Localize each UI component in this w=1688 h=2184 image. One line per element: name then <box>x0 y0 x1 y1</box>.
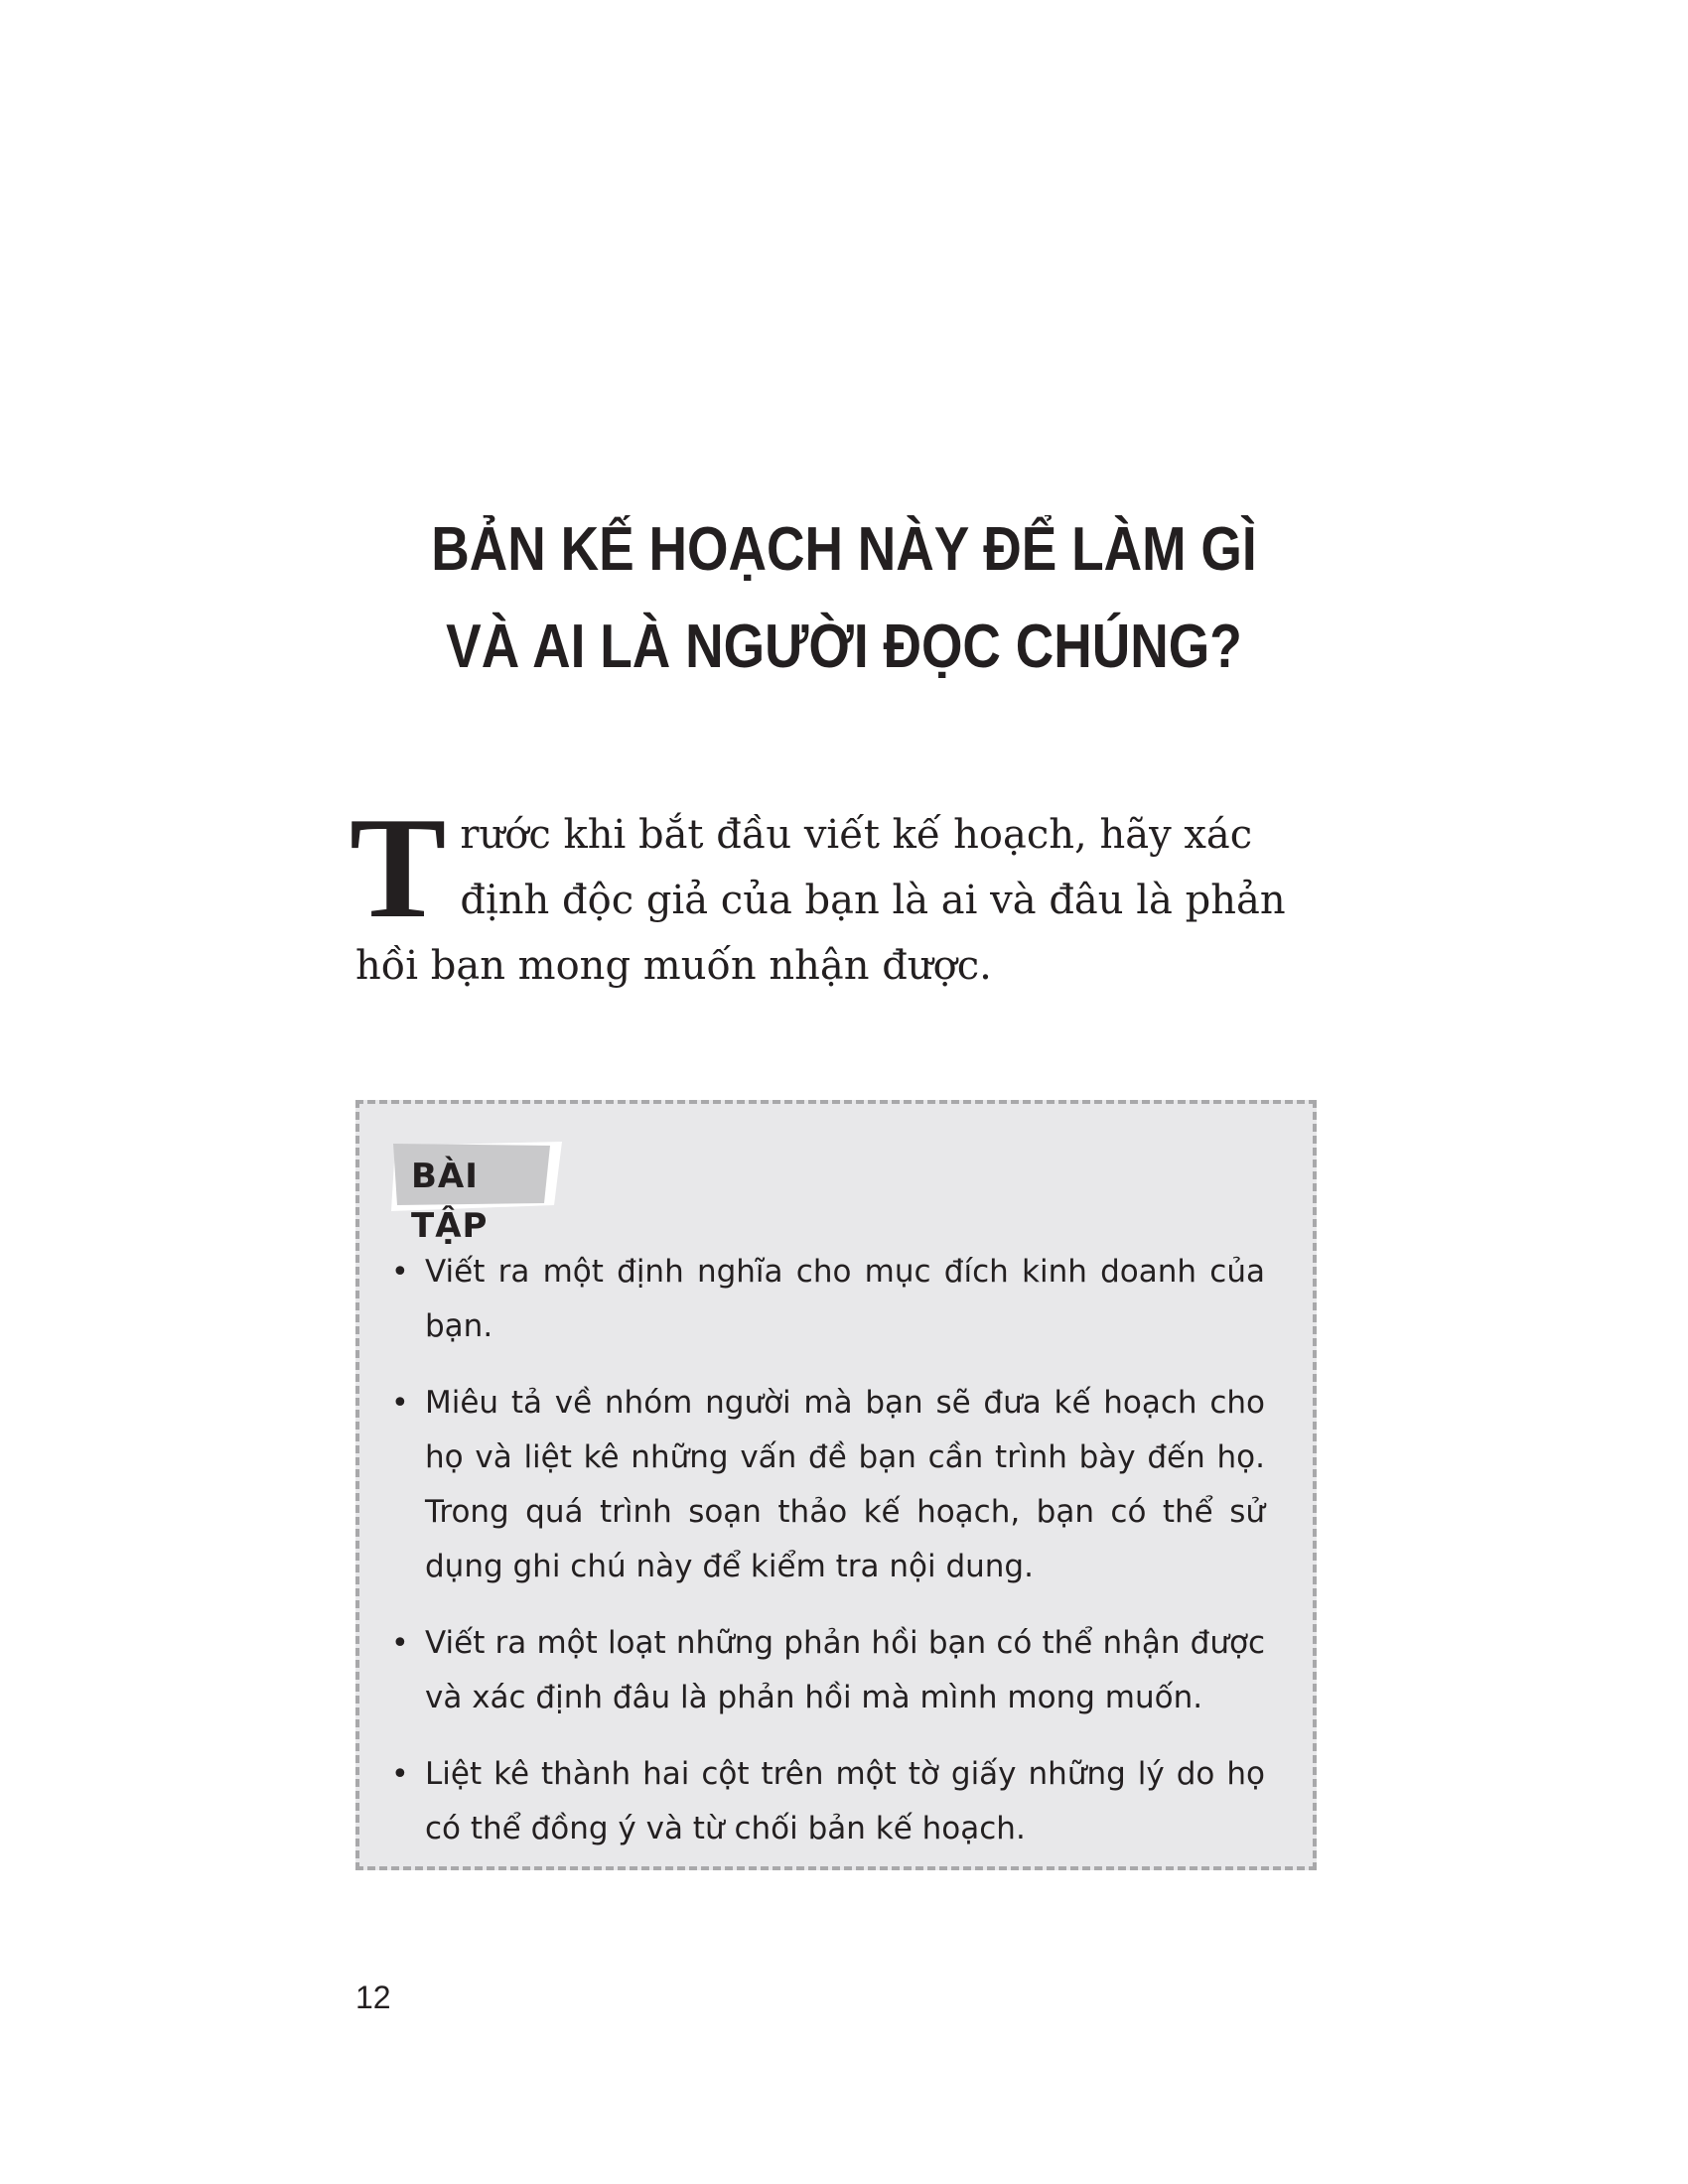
exercise-box <box>355 1100 1317 1870</box>
page-title <box>118 501 1570 696</box>
bullet-icon: • <box>391 1626 409 1661</box>
list-item-text: Liệt kê thành hai cột trên một tờ giấy những lý do họ có thể đồng ý và từ chối bản kế hoạch. <box>425 1756 1265 1846</box>
list-item <box>389 1616 1265 1725</box>
drop-cap: T <box>350 787 447 948</box>
list-item-text: Viết ra một định nghĩa cho mục đích kinh doanh của bạn. <box>425 1254 1265 1344</box>
list-item <box>389 1747 1265 1856</box>
page-title-line-2: VÀ AI LÀ NGƯỜI ĐỌC CHÚNG? <box>446 613 1242 681</box>
page-title-line-1: BẢN KẾ HOẠCH NÀY ĐỂ LÀM GÌ <box>431 515 1257 584</box>
intro-paragraph <box>350 787 1325 999</box>
list-item <box>389 1376 1265 1594</box>
exercise-label-text: BÀI TẬP <box>411 1157 489 1246</box>
exercise-list <box>389 1245 1265 1878</box>
list-item-text: Viết ra một loạt những phản hồi bạn có thể nhận được và xác định đâu là phản hồi mà mình mong muốn. <box>425 1625 1265 1715</box>
bullet-icon: • <box>391 1386 409 1421</box>
page-number: 12 <box>355 1979 391 2015</box>
list-item-text: Miêu tả về nhóm người mà bạn sẽ đưa kế hoạch cho họ và liệt kê những vấn đề bạn cần trình bày đến họ. Trong quá trình soạn thảo kế hoạch, bạn có thể sử dụng ghi chú này để kiểm tra nội dung. <box>425 1385 1265 1584</box>
intro-text: rước khi bắt đầu viết kế hoạch, hãy xác định độc giả của bạn là ai và đâu là phản hồi bạn mong muốn nhận được. <box>355 812 1286 989</box>
bullet-icon: • <box>391 1757 409 1792</box>
bullet-icon: • <box>391 1255 409 1290</box>
list-item <box>389 1245 1265 1354</box>
exercise-label <box>391 1142 564 1246</box>
